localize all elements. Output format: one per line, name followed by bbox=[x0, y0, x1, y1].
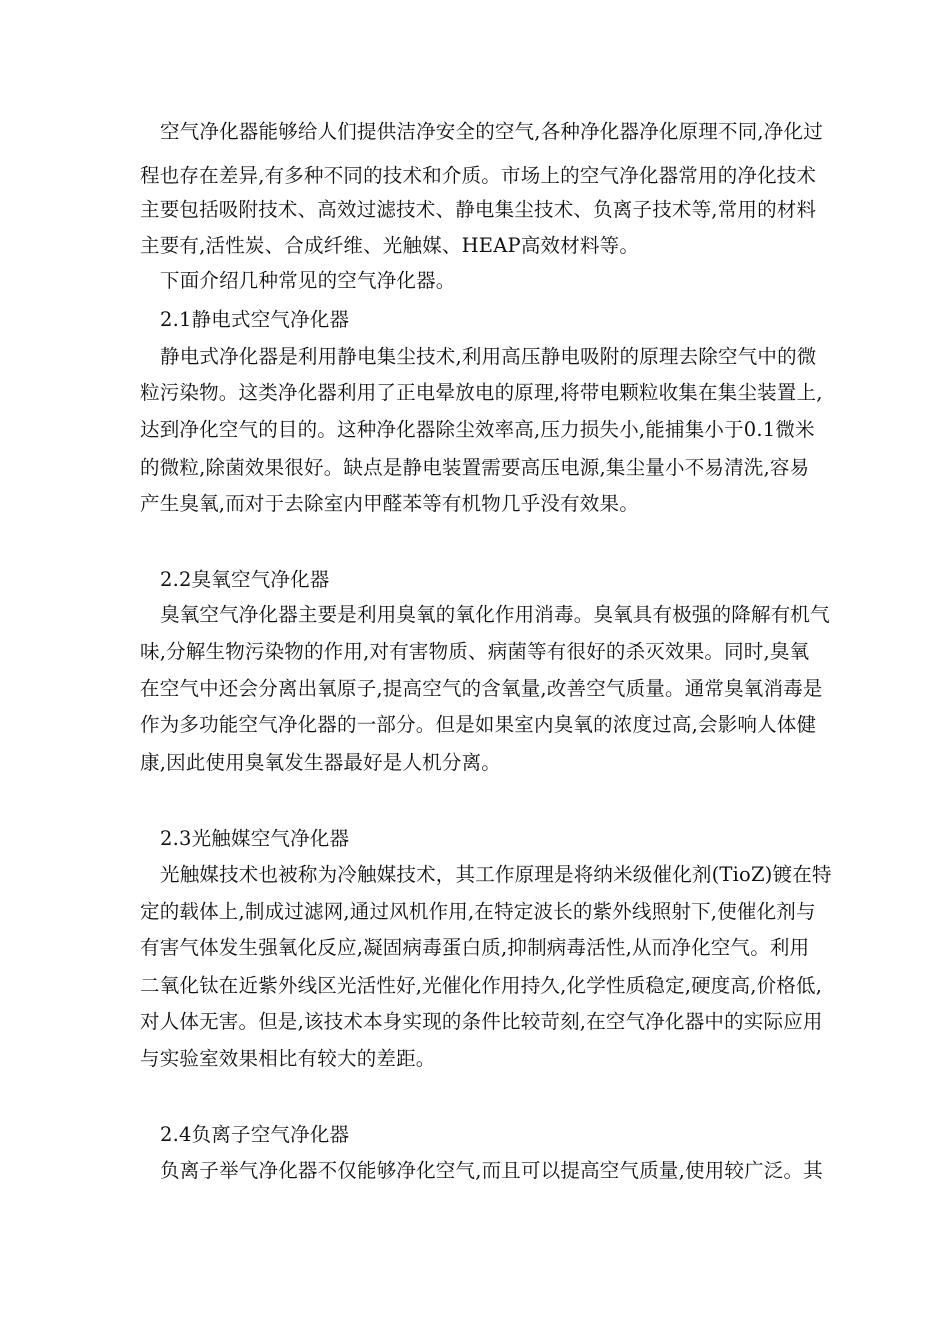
section-2-3-line-4: 二氧化钛在近紫外线区光活性好,光催化作用持久,化学性质稳定,硬度高,价格低, bbox=[140, 974, 823, 997]
section-2-1-line-5: 产生臭氧,而对于去除室内甲醛苯等有机物几乎没有效果。 bbox=[140, 492, 639, 515]
section-2-2-line-3: 在空气中还会分离出氧原子,提高空气的含氧量,改善空气质量。通常臭氧消毒是 bbox=[140, 677, 823, 700]
section-2-3-line-1: 光触媒技术也被称为冷触媒技术，其工作原理是将纳米级催化剂(TioZ)镀在特 bbox=[160, 863, 832, 886]
section-2-1-line-4: 的微粒,除菌效果很好。缺点是静电装置需要高压电源,集尘量小不易清洗,容易 bbox=[140, 456, 810, 479]
section-heading-2-3: 2.3光触媒空气净化器 bbox=[160, 827, 350, 850]
section-2-3-line-3: 有害气体发生强氧化反应,凝固病毒蛋白质,抑制病毒活性,从而净化空气。利用 bbox=[140, 936, 810, 959]
intro-line-4: 主要有,活性炭、合成纤维、光触媒、HEAP高效材料等。 bbox=[140, 234, 640, 257]
section-2-2-line-5: 康,因此使用臭氧发生器最好是人机分离。 bbox=[140, 751, 501, 774]
section-2-1-line-1: 静电式净化器是利用静电集尘技术,利用高压静电吸附的原理去除空气中的微 bbox=[160, 345, 817, 368]
section-heading-2-4: 2.4负离子空气净化器 bbox=[160, 1123, 350, 1146]
section-2-2-line-4: 作为多功能空气净化器的一部分。但是如果室内臭氧的浓度过高,会影响人体健 bbox=[140, 713, 817, 736]
intro-line-1: 空气净化器能够给人们提供洁净安全的空气,各种净化器净化原理不同,净化过 bbox=[160, 120, 823, 143]
section-2-1-line-2: 粒污染物。这类净化器利用了正电晕放电的原理,将带电颗粒收集在集尘装置上, bbox=[140, 381, 823, 404]
intro-lead: 下面介绍几种常见的空气净化器。 bbox=[160, 269, 456, 292]
intro-line-3: 主要包括吸附技术、高效过滤技术、静电集尘技术、负离子技术等,常用的材料 bbox=[140, 198, 817, 221]
section-2-3-line-6: 与实验室效果相比有较大的差距。 bbox=[140, 1047, 436, 1070]
section-2-1-line-3: 达到净化空气的目的。这种净化器除尘效率高,压力损失小,能捕集小于0.1微米 bbox=[140, 418, 815, 441]
section-2-4-line-1: 负离子举气净化器不仅能够净化空气,而且可以提高空气质量,使用较广泛。其 bbox=[160, 1159, 823, 1182]
section-2-2-line-2: 味,分解生物污染物的作用,对有害物质、病菌等有很好的杀灭效果。同时,臭氧 bbox=[140, 640, 810, 663]
section-2-2-line-1: 臭氧空气净化器主要是利用臭氧的氧化作用消毒。臭氧具有极强的降解有机气 bbox=[160, 603, 830, 626]
section-heading-2-1: 2.1静电式空气净化器 bbox=[160, 308, 350, 331]
section-2-3-line-5: 对人体无害。但是,该技术本身实现的条件比较苛刻,在空气净化器中的实际应用 bbox=[140, 1010, 823, 1033]
section-heading-2-2: 2.2臭氧空气净化器 bbox=[160, 568, 330, 591]
intro-line-2: 程也存在差异,有多种不同的技术和介质。市场上的空气净化器常用的净化技术 bbox=[140, 164, 817, 187]
section-2-3-line-2: 定的载体上,制成过滤网,通过风机作用,在特定波长的紫外线照射下,使催化剂与 bbox=[140, 900, 816, 923]
